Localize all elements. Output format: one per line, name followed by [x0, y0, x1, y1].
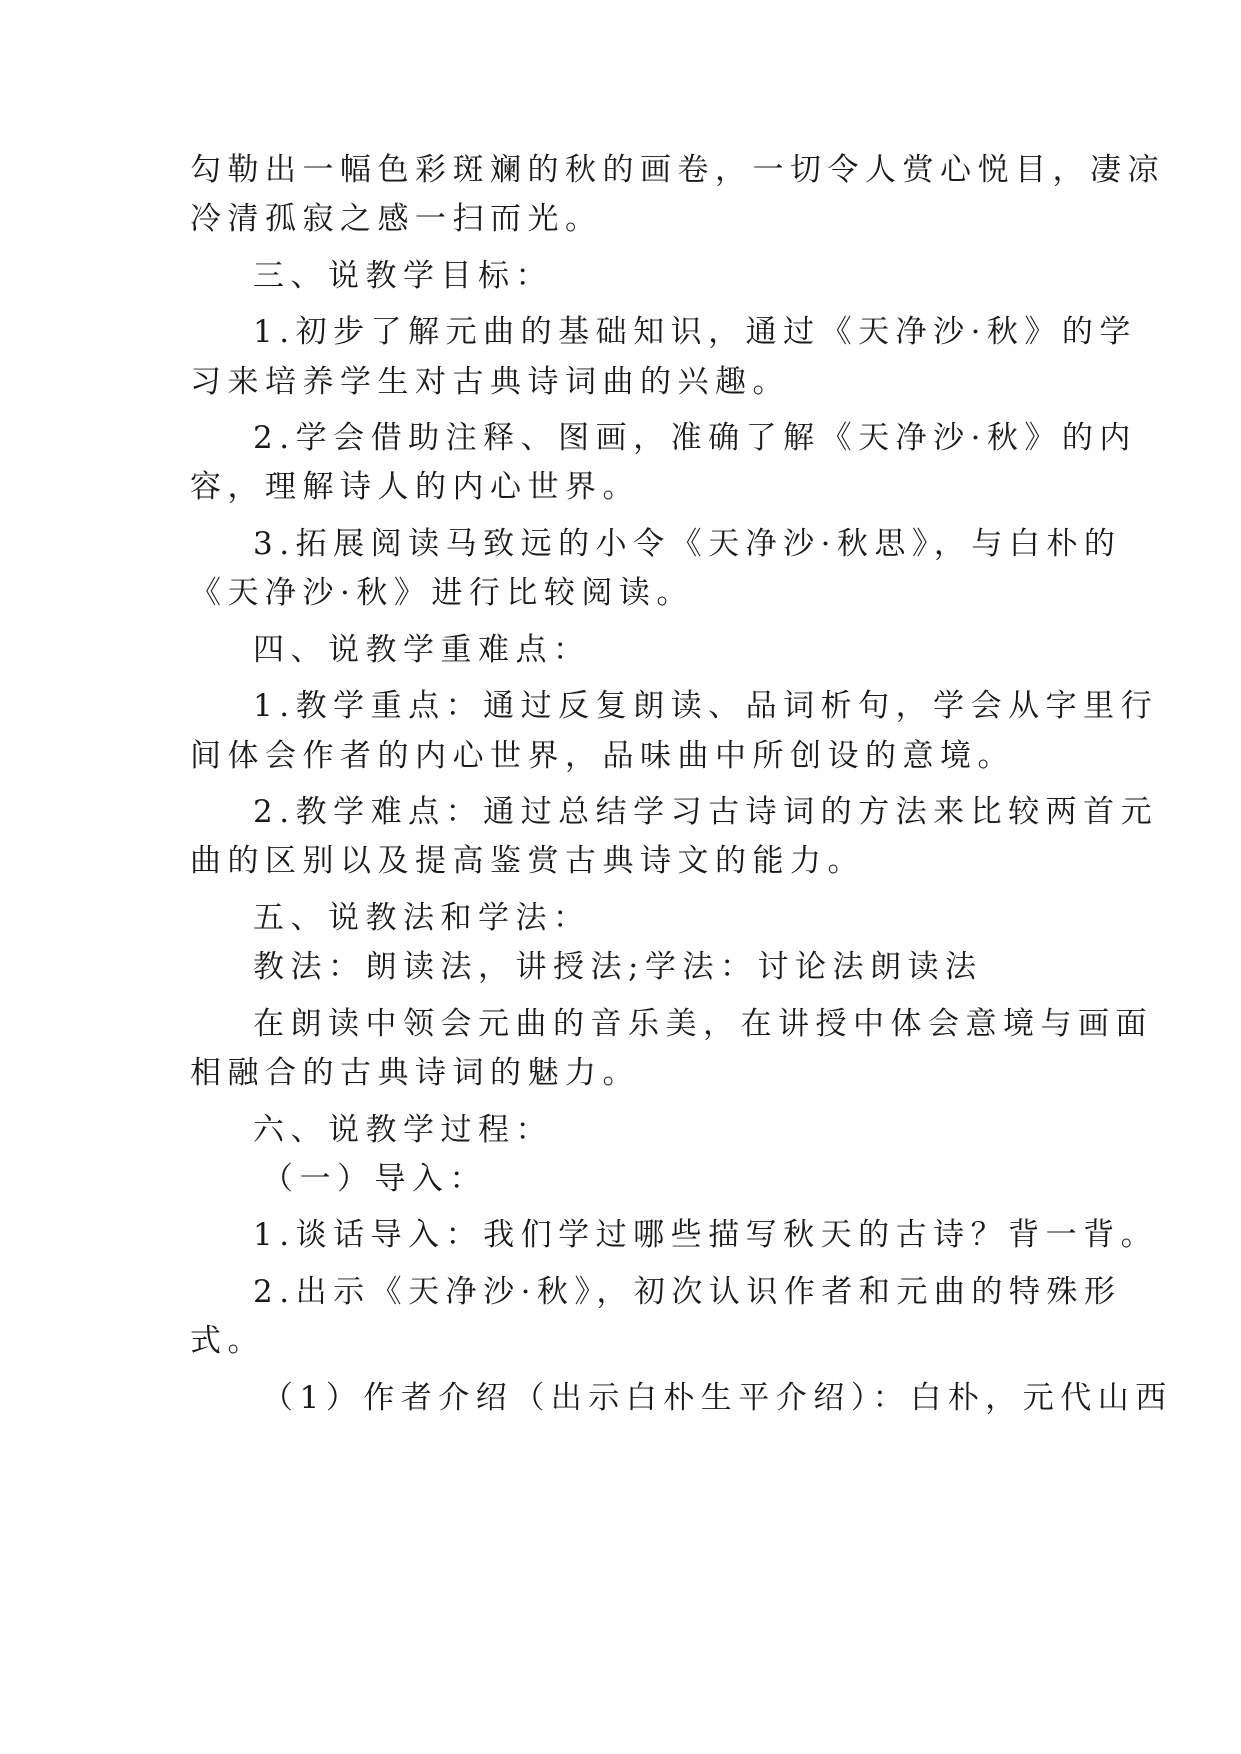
text-line: 在朗读中领会元曲的音乐美，在讲授中体会意境与画面 — [253, 1006, 1153, 1042]
text-line: 1.谈话导入：我们学过哪些描写秋天的古诗？背一背。 — [253, 1217, 1159, 1253]
text-line: 1.教学重点：通过反复朗读、品词析句，学会从字里行 — [253, 688, 1159, 724]
text-line: 教法：朗读法，讲授法;学法：讨论法朗读法 — [253, 949, 983, 985]
text-line: 勾勒出一幅色彩斑斓的秋的画卷，一切令人赏心悦目，凄凉 — [190, 152, 1165, 188]
text-line: 2.教学难点：通过总结学习古诗词的方法来比较两首元 — [253, 794, 1159, 830]
text-line: 冷清孤寂之感一扫而光。 — [190, 201, 603, 237]
section-heading: 六、说教学过程： — [253, 1112, 553, 1148]
section-heading: 三、说教学目标： — [253, 258, 553, 294]
text-line: 间体会作者的内心世界，品味曲中所创设的意境。 — [190, 738, 1015, 774]
text-line: （1）作者介绍（出示白朴生平介绍）：白朴，元代山西 — [262, 1380, 1173, 1416]
text-line: 《天净沙·秋》进行比较阅读。 — [190, 575, 694, 611]
text-line: 相融合的古典诗词的魅力。 — [190, 1055, 640, 1091]
text-line: 3.拓展阅读马致远的小令《天净沙·秋思》，与白朴的 — [253, 526, 1122, 562]
text-line: 式。 — [190, 1323, 265, 1359]
section-heading: 五、说教法和学法： — [253, 900, 591, 936]
text-line: 容，理解诗人的内心世界。 — [190, 469, 640, 505]
text-line: 曲的区别以及提高鉴赏古典诗文的能力。 — [190, 843, 865, 879]
text-line: 习来培养学生对古典诗词曲的兴趣。 — [190, 364, 790, 400]
text-line: 2.学会借助注释、图画，准确了解《天净沙·秋》的内 — [253, 420, 1137, 456]
text-line: 1.初步了解元曲的基础知识，通过《天净沙·秋》的学 — [253, 314, 1137, 350]
subsection-heading: （一）导入： — [262, 1161, 487, 1197]
section-heading: 四、说教学重难点： — [253, 632, 591, 668]
text-line: 2.出示《天净沙·秋》，初次认识作者和元曲的特殊形 — [253, 1274, 1122, 1310]
